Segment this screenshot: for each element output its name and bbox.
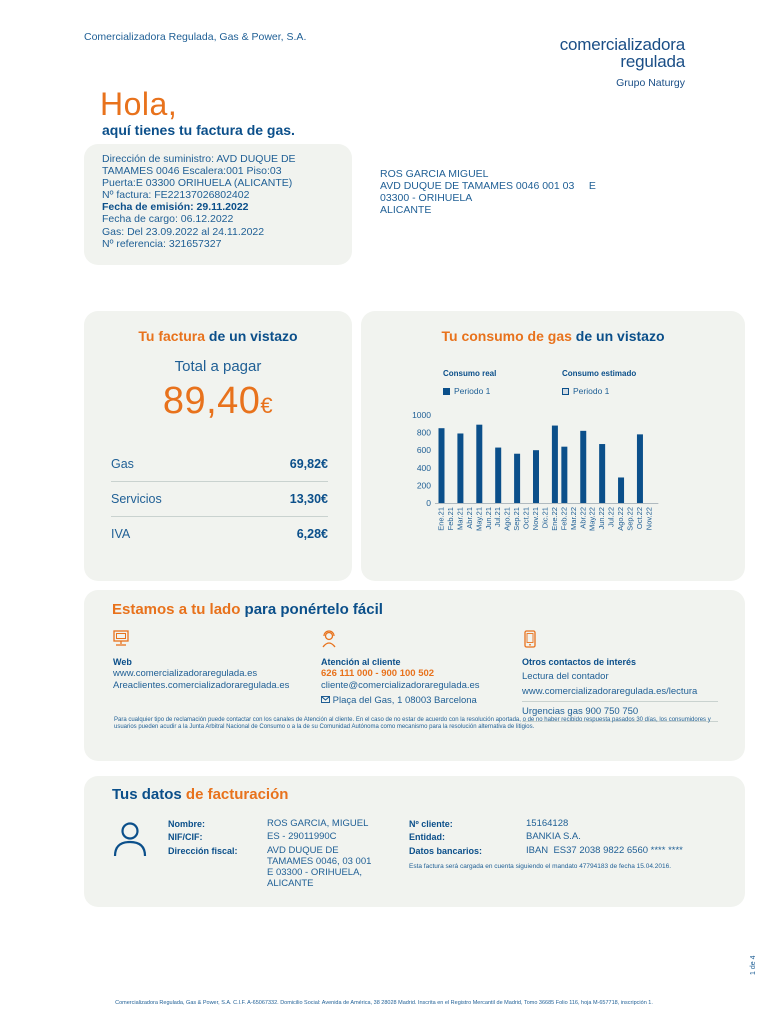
contact-title: Estamos a tu lado para ponértelo fácil — [112, 601, 383, 618]
user-icon — [112, 821, 148, 857]
x-tick-label: Feb.22 — [559, 507, 569, 531]
address-street: AVD DUQUE DE TAMAMES 0046 001 03 E — [380, 180, 596, 193]
bar — [561, 447, 567, 503]
legend-estimated-item: Periodo 1 — [562, 386, 609, 396]
logo-line-2: regulada — [620, 52, 685, 71]
legal-notice: Para cualquier tipo de reclamación puede contactar con los canales de Atención al cliente. En el caso de no estar de acuerdo con la resolución aportada, o de no haber recibido respuesta pasados 30 días, los consumidores y usuarios pueden acudir a la Junta Arbitral Nacional de Consumo o a la de su Comunidad Autónoma como mecanismo para la resolución alternativa de litigios. — [114, 717, 711, 730]
web-heading: Web — [113, 657, 132, 667]
bar — [514, 454, 520, 503]
otros-lectura-link[interactable]: www.comercializadoraregulada.es/lectura — [522, 686, 718, 702]
y-tick-label: 400 — [416, 462, 431, 473]
y-tick-label: 1000 — [412, 410, 431, 420]
web-link-main[interactable]: www.comercializadoraregulada.es — [113, 668, 258, 679]
address-province: ALICANTE — [380, 204, 432, 217]
banco-label: Datos bancarios: — [409, 846, 483, 856]
x-tick-label: Dic.21 — [540, 507, 550, 529]
x-tick-label: Sep.21 — [512, 507, 522, 531]
bar — [552, 426, 558, 503]
atencion-heading: Atención al cliente — [321, 657, 401, 667]
x-tick-label: Ene.22 — [549, 507, 559, 531]
mandate-note: Esta factura será cargada en cuenta siguiendo el mandato 47794183 de fecha 15.04.2016. — [409, 863, 671, 870]
cliente-value: 15164128 — [526, 818, 569, 829]
brand-logo — [551, 36, 685, 89]
reference-number: Nº referencia: 321657327 — [102, 237, 222, 250]
x-tick-label: Jun.21 — [483, 507, 493, 530]
x-tick-label: Nov.22 — [644, 507, 654, 531]
consumption-chart — [391, 403, 691, 553]
row-iva: IVA 6,28€ — [111, 527, 328, 541]
legend-real-item: Periodo 1 — [443, 386, 490, 396]
otros-heading: Otros contactos de interés — [522, 657, 637, 667]
contact-web — [113, 630, 289, 692]
footer-legal: Comercializadora Regulada, Gas & Power, S.A. C.I.F. A-65067332. Domicilio Social: Avenida de América, 38 28028 Madrid. Inscrita en el Registro Mercantil de Madrid, Tomo 36685 Folio 116, hoja M-657718, inscripción 1. — [115, 1000, 653, 1006]
x-tick-label: Oct.21 — [521, 507, 531, 530]
direccion-value: AVD DUQUE DE TAMAMES 0046, 03 001 E 03300 - ORIHUELA, ALICANTE — [267, 845, 372, 889]
nif-value: ES - 29011990C — [267, 831, 337, 842]
logo-group: Grupo Naturgy — [616, 77, 685, 89]
x-tick-label: Jun.22 — [597, 507, 607, 530]
legend-real-heading: Consumo real — [443, 369, 497, 378]
nif-label: NIF/CIF: — [168, 832, 203, 842]
address-name: ROS GARCIA MIGUEL — [380, 168, 489, 180]
total-amount: 89,40€ — [162, 380, 274, 422]
gas-period: Gas: Del 23.09.2022 al 24.11.2022 — [102, 225, 265, 238]
supply-address-3: Puerta:E 03300 ORIHUELA (ALICANTE) — [102, 177, 293, 190]
phone-icon — [522, 630, 538, 648]
y-tick-label: 0 — [426, 498, 431, 508]
bar — [476, 425, 482, 503]
row-servicios: Servicios 13,30€ — [111, 482, 328, 517]
x-tick-label: Ene.21 — [436, 507, 446, 531]
otros-urgencias: Urgencias gas 900 750 750 — [522, 706, 718, 722]
address-city: 03300 - ORIHUELA — [380, 192, 473, 205]
billing-data-card — [84, 776, 745, 907]
atencion-phones[interactable]: 626 111 000 - 900 100 502 — [321, 668, 435, 679]
legend-estimated-swatch — [562, 388, 569, 395]
supply-info-card — [84, 144, 352, 265]
invoice-number: Nº factura: FE22137026802402 — [102, 189, 250, 202]
bar — [599, 444, 605, 503]
contact-card — [84, 590, 745, 761]
envelope-icon — [321, 696, 330, 703]
x-tick-label: Oct.22 — [634, 507, 644, 530]
y-tick-label: 800 — [416, 427, 431, 438]
postal-address — [380, 168, 596, 216]
page-number: 1 de 4 — [750, 955, 757, 975]
issue-date: Fecha de emisión: 29.11.2022 — [102, 201, 249, 214]
otros-lectura: Lectura del contador — [522, 671, 609, 682]
row-gas: Gas 69,82€ — [111, 447, 328, 482]
supply-address-1: Dirección de suministro: AVD DUQUE DE — [102, 153, 296, 165]
entidad-label: Entidad: — [409, 832, 445, 842]
legend-estimated-heading: Consumo estimado — [562, 369, 637, 378]
charge-date: Fecha de cargo: 06.12.2022 — [102, 213, 234, 226]
bar — [439, 428, 445, 503]
bar — [457, 433, 463, 503]
greeting-title: Hola, — [100, 86, 178, 122]
x-tick-label: Jul.21 — [493, 507, 503, 528]
direccion-label: Dirección fiscal: — [168, 846, 238, 856]
x-tick-label: Mar.22 — [568, 507, 578, 530]
banco-value: IBAN ES37 2038 9822 6560 **** **** — [526, 845, 683, 856]
cliente-label: Nº cliente: — [409, 819, 453, 829]
y-tick-label: 200 — [416, 480, 431, 491]
computer-icon — [113, 630, 129, 648]
person-headset-icon — [321, 630, 337, 648]
bar — [495, 448, 501, 503]
greeting-subtitle: aquí tienes tu factura de gas. — [102, 122, 295, 138]
x-tick-label: Abr.21 — [464, 507, 474, 529]
billing-data-title: Tus datos de facturación — [112, 786, 289, 803]
x-tick-label: Ago.21 — [502, 507, 512, 531]
invoice-summary-title: Tu factura de un vistazo — [138, 328, 298, 344]
invoice-summary-card — [84, 311, 352, 581]
bar — [533, 450, 539, 503]
bar — [637, 434, 643, 503]
legend-real-swatch — [443, 388, 450, 395]
supply-address-2: TAMAMES 0046 Escalera:001 Piso:03 — [102, 165, 282, 178]
x-tick-label: Ago.22 — [616, 507, 626, 531]
x-tick-label: Jul.22 — [606, 507, 616, 528]
atencion-email[interactable]: cliente@comercializadoraregulada.es — [321, 680, 480, 691]
atencion-postal: Plaça del Gas, 1 08003 Barcelona — [321, 695, 480, 707]
bar — [618, 477, 624, 503]
total-label: Total a pagar — [174, 358, 262, 375]
x-tick-label: Mar.21 — [455, 507, 465, 530]
x-tick-label: Sep.22 — [625, 507, 635, 531]
logo-line-1: comercializadora — [559, 35, 685, 54]
y-tick-label: 600 — [416, 445, 431, 456]
x-tick-label: Abr.22 — [578, 507, 588, 529]
company-name: Comercializadora Regulada, Gas & Power, S.A. — [84, 31, 307, 43]
x-tick-label: Nov.21 — [531, 507, 540, 531]
x-tick-label: May.21 — [474, 507, 484, 532]
consumption-title: Tu consumo de gas de un vistazo — [441, 328, 665, 344]
bar — [580, 431, 586, 503]
contact-atencion — [321, 630, 480, 707]
contact-otros — [522, 630, 718, 722]
x-tick-label: Feb.21 — [445, 507, 455, 531]
x-tick-label: May.22 — [587, 507, 597, 532]
nombre-value: ROS GARCIA, MIGUEL — [267, 818, 369, 829]
nombre-label: Nombre: — [168, 819, 206, 829]
web-link-clients[interactable]: Areaclientes.comercializadoraregulada.es — [113, 680, 290, 691]
consumption-card — [361, 311, 745, 581]
entidad-value: BANKIA S.A. — [526, 831, 581, 842]
